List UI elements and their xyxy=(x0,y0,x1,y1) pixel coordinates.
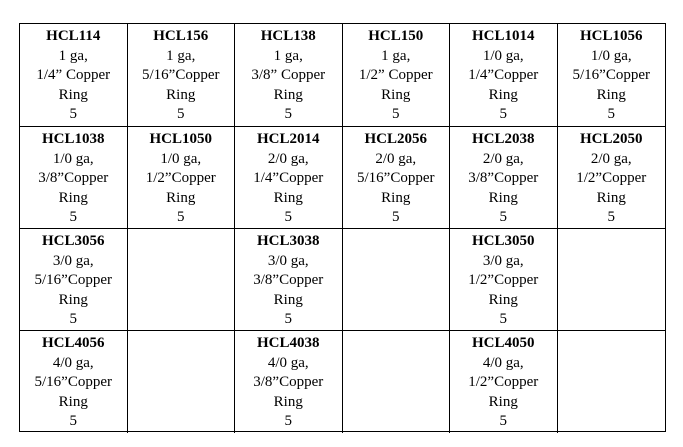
gauge: 3/0 ga, xyxy=(482,252,524,269)
terminal-type: Ring xyxy=(488,291,518,308)
part-code: HCL138 xyxy=(260,28,316,44)
terminal-type: Ring xyxy=(273,189,303,206)
part-code: HCL4038 xyxy=(256,335,320,351)
part-code: HCL1056 xyxy=(579,28,643,44)
table-cell xyxy=(235,229,343,331)
gauge: 1/0 ga, xyxy=(52,150,94,167)
gauge: 2/0 ga, xyxy=(375,150,417,167)
stud-size: 3/8”Copper xyxy=(468,170,539,186)
gauge: 4/0 ga, xyxy=(482,354,524,371)
terminal-table xyxy=(19,23,666,432)
quantity: 5 xyxy=(177,209,185,225)
quantity: 5 xyxy=(284,413,292,429)
terminal-type: Ring xyxy=(58,86,88,103)
table-cell xyxy=(20,331,128,433)
gauge: 4/0 ga, xyxy=(52,354,94,371)
quantity: 5 xyxy=(499,106,507,122)
terminal-type: Ring xyxy=(166,86,196,103)
terminal-type: Ring xyxy=(488,86,518,103)
terminal-type: Ring xyxy=(596,189,626,206)
table-cell xyxy=(20,24,128,127)
stud-size: 5/16”Copper xyxy=(357,170,435,186)
terminal-type: Ring xyxy=(273,393,303,410)
part-code: HCL4050 xyxy=(471,335,535,351)
stud-size: 1/4”Copper xyxy=(253,170,324,186)
part-code: HCL3056 xyxy=(41,233,105,249)
gauge: 1 ga, xyxy=(273,47,303,64)
table-cell xyxy=(20,229,128,331)
empty-cell xyxy=(558,331,666,433)
quantity: 5 xyxy=(69,311,77,327)
gauge: 1 ga, xyxy=(381,47,411,64)
gauge: 2/0 ga, xyxy=(267,150,309,167)
quantity: 5 xyxy=(499,413,507,429)
part-code: HCL2050 xyxy=(579,131,643,147)
part-code: HCL3038 xyxy=(256,233,320,249)
quantity: 5 xyxy=(284,209,292,225)
table-cell xyxy=(450,24,558,127)
table-cell xyxy=(128,24,236,127)
quantity: 5 xyxy=(69,106,77,122)
table-cell xyxy=(235,127,343,229)
table-cell xyxy=(450,331,558,433)
gauge: 1/0 ga, xyxy=(482,47,524,64)
part-code: HCL3050 xyxy=(471,233,535,249)
part-code: HCL2038 xyxy=(471,131,535,147)
table-cell xyxy=(128,127,236,229)
stud-size: 1/2”Copper xyxy=(576,170,647,186)
gauge: 1 ga, xyxy=(166,47,196,64)
terminal-type: Ring xyxy=(58,393,88,410)
empty-cell xyxy=(128,229,236,331)
table-cell xyxy=(558,24,666,127)
terminal-type: Ring xyxy=(58,291,88,308)
part-code: HCL150 xyxy=(368,28,424,44)
quantity: 5 xyxy=(69,209,77,225)
empty-cell xyxy=(343,229,451,331)
quantity: 5 xyxy=(69,413,77,429)
terminal-type: Ring xyxy=(273,291,303,308)
part-code: HCL2056 xyxy=(364,131,427,147)
quantity: 5 xyxy=(392,209,400,225)
part-code: HCL1014 xyxy=(471,28,535,44)
table-cell xyxy=(343,24,451,127)
quantity: 5 xyxy=(177,106,185,122)
stud-size: 3/8”Copper xyxy=(253,374,324,390)
gauge: 4/0 ga, xyxy=(267,354,309,371)
gauge: 3/0 ga, xyxy=(267,252,309,269)
quantity: 5 xyxy=(499,209,507,225)
empty-cell xyxy=(128,331,236,433)
table-cell xyxy=(450,229,558,331)
stud-size: 5/16”Copper xyxy=(34,272,112,288)
terminal-type: Ring xyxy=(58,189,88,206)
quantity: 5 xyxy=(499,311,507,327)
stud-size: 5/16”Copper xyxy=(34,374,112,390)
part-code: HCL1050 xyxy=(149,131,212,147)
quantity: 5 xyxy=(392,106,400,122)
gauge: 3/0 ga, xyxy=(52,252,94,269)
terminal-type: Ring xyxy=(273,86,303,103)
stud-size: 1/2”Copper xyxy=(468,374,539,390)
stud-size: 5/16”Copper xyxy=(572,67,650,83)
empty-cell xyxy=(343,331,451,433)
stud-size: 1/4” Copper xyxy=(36,67,111,83)
quantity: 5 xyxy=(284,311,292,327)
stud-size: 1/2” Copper xyxy=(358,67,433,83)
terminal-type: Ring xyxy=(381,86,411,103)
gauge: 2/0 ga, xyxy=(590,150,632,167)
table-cell xyxy=(343,127,451,229)
empty-cell xyxy=(558,229,666,331)
quantity: 5 xyxy=(607,106,615,122)
gauge: 1 ga, xyxy=(58,47,88,64)
quantity: 5 xyxy=(284,106,292,122)
terminal-type: Ring xyxy=(166,189,196,206)
stud-size: 3/8”Copper xyxy=(253,272,324,288)
stud-size: 3/8” Copper xyxy=(251,67,326,83)
table-cell xyxy=(235,331,343,433)
gauge: 1/0 ga, xyxy=(590,47,632,64)
table-cell xyxy=(558,127,666,229)
part-code: HCL1038 xyxy=(41,131,105,147)
part-code: HCL156 xyxy=(153,28,209,44)
terminal-type: Ring xyxy=(596,86,626,103)
table-cell xyxy=(20,127,128,229)
part-code: HCL114 xyxy=(46,28,101,44)
terminal-type: Ring xyxy=(381,189,411,206)
stud-size: 1/4”Copper xyxy=(468,67,539,83)
part-code: HCL2014 xyxy=(256,131,320,147)
quantity: 5 xyxy=(607,209,615,225)
part-code: HCL4056 xyxy=(41,335,105,351)
table-cell xyxy=(450,127,558,229)
gauge: 2/0 ga, xyxy=(482,150,524,167)
stud-size: 3/8”Copper xyxy=(38,170,109,186)
terminal-type: Ring xyxy=(488,393,518,410)
stud-size: 5/16”Copper xyxy=(142,67,220,83)
terminal-type: Ring xyxy=(488,189,518,206)
stud-size: 1/2”Copper xyxy=(145,170,216,186)
table-cell xyxy=(235,24,343,127)
gauge: 1/0 ga, xyxy=(160,150,202,167)
stud-size: 1/2”Copper xyxy=(468,272,539,288)
